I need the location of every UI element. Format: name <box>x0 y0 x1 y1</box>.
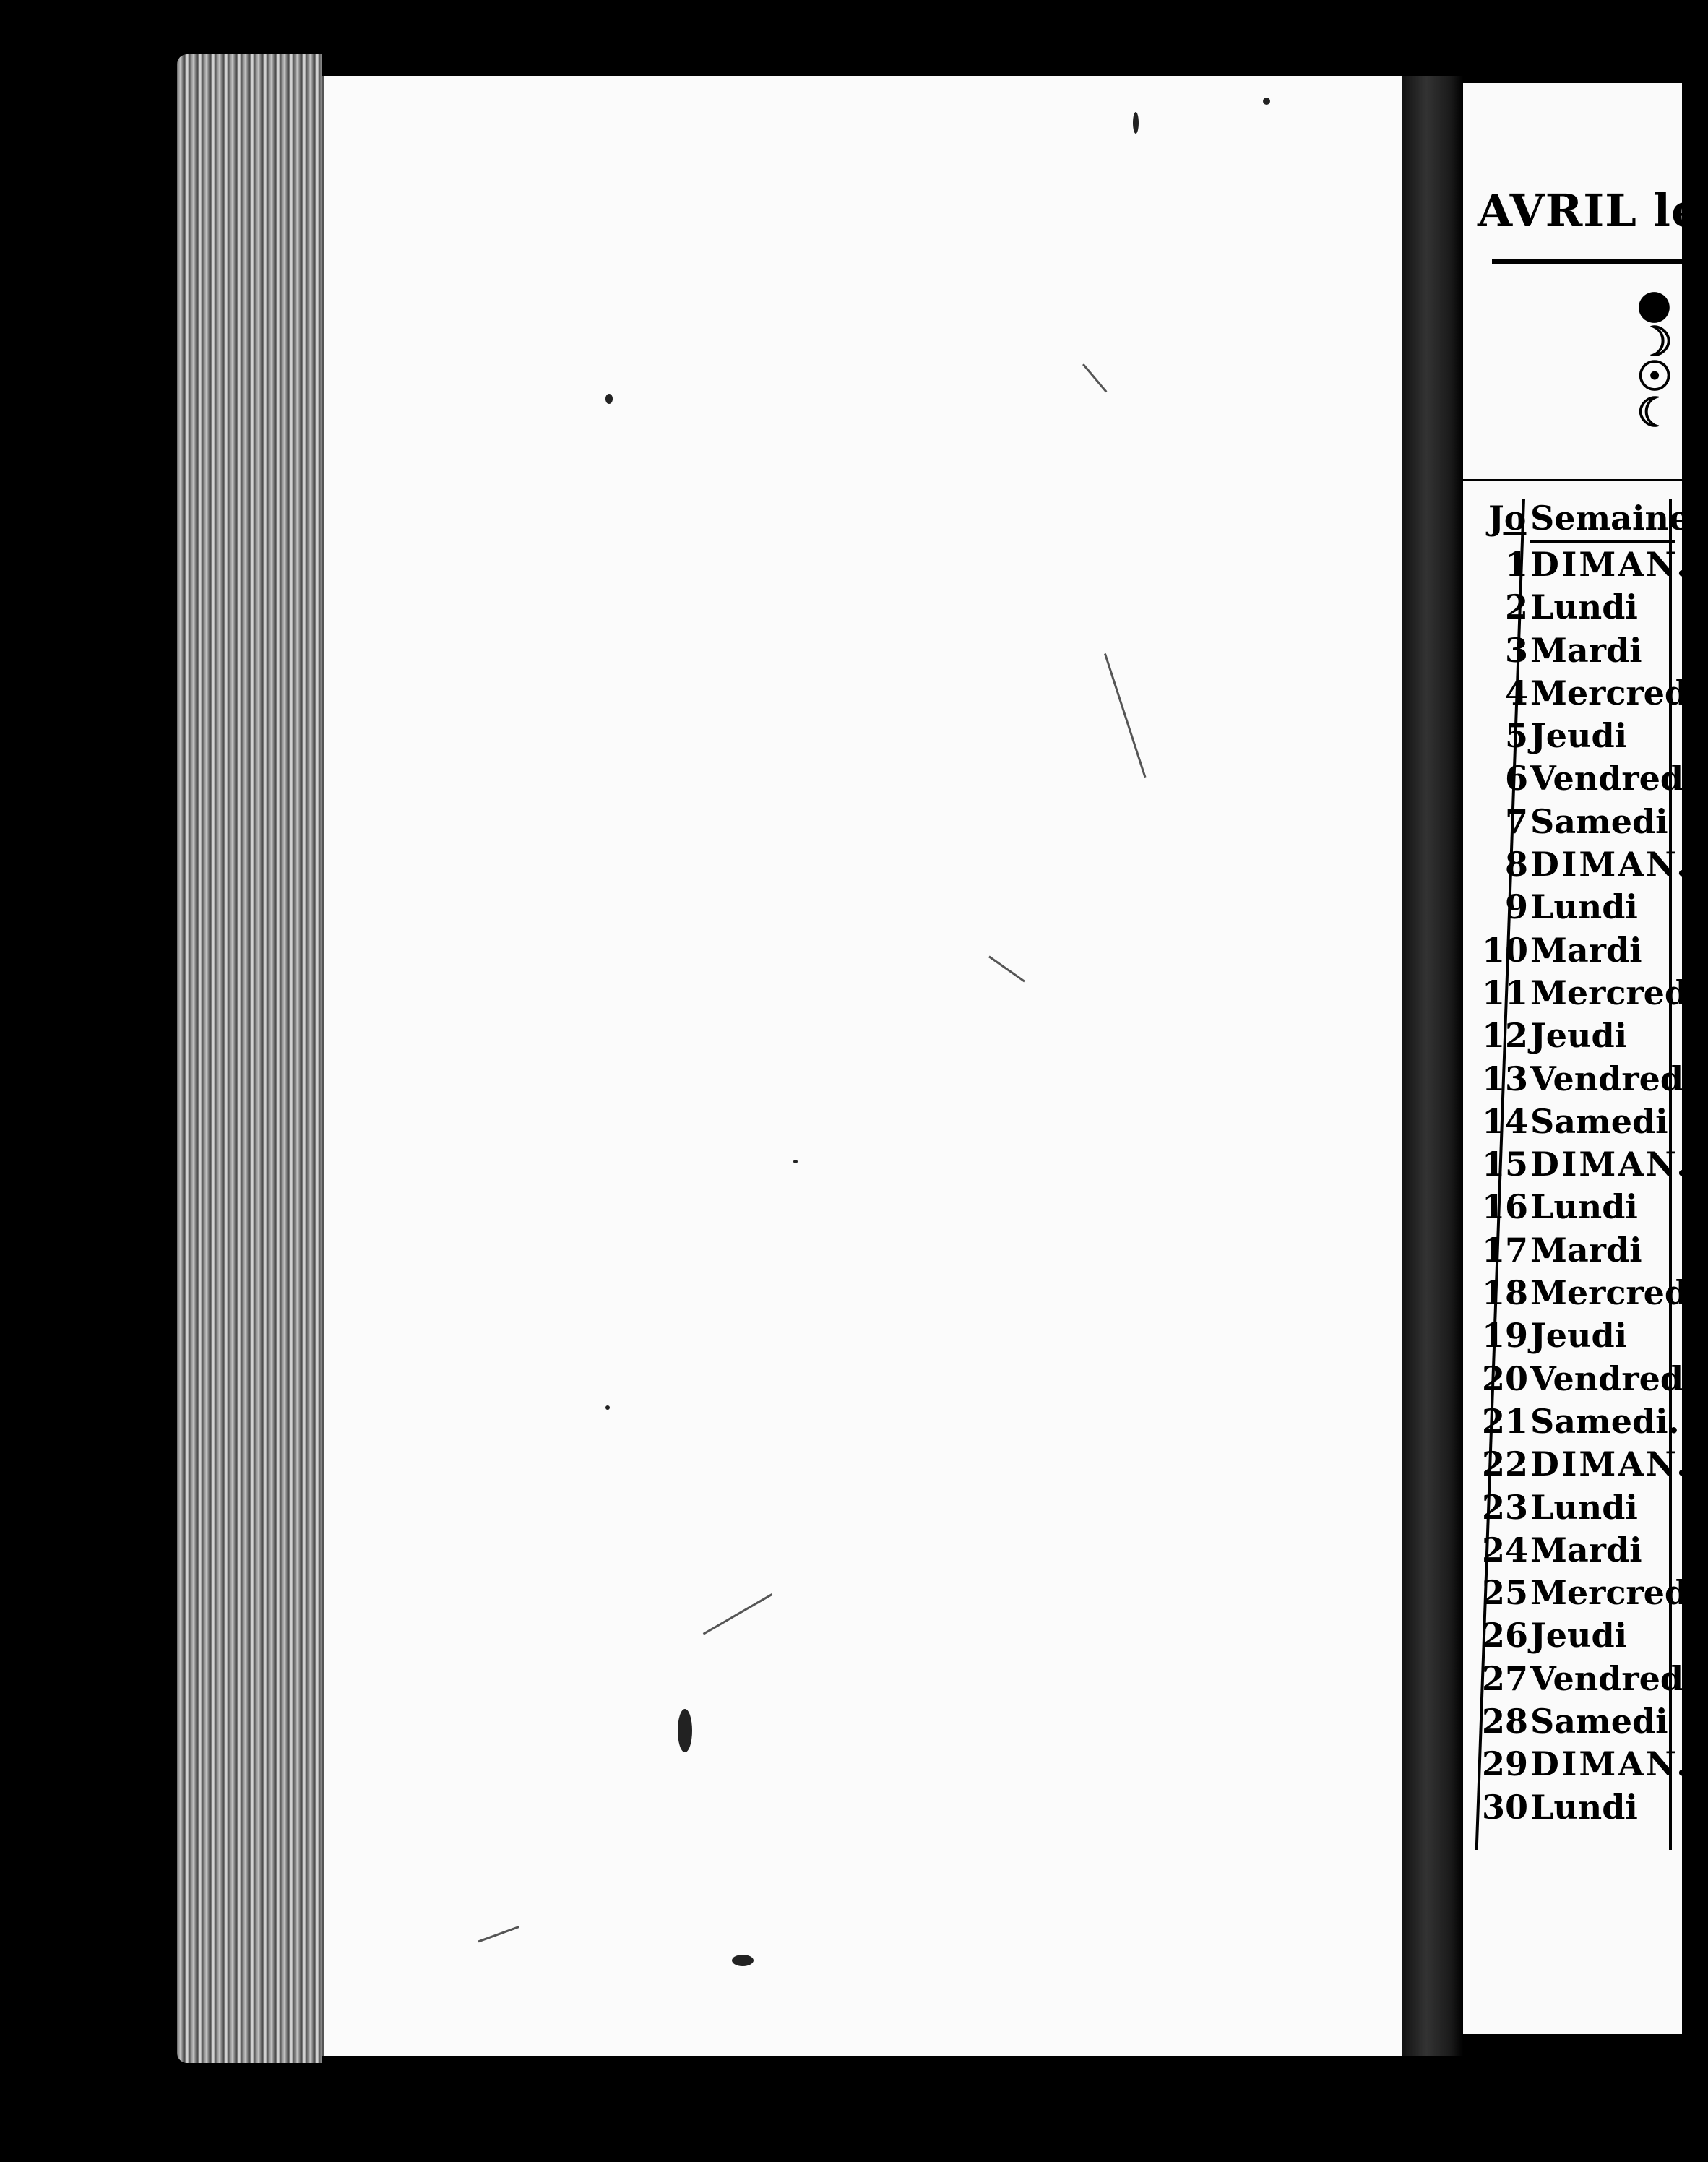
ink-speck <box>1263 98 1270 105</box>
day-number: 29 <box>1481 1744 1528 1784</box>
paper-fibre <box>478 1926 519 1942</box>
day-number: 6 <box>1504 759 1528 798</box>
calendar-row <box>1474 1314 1691 1357</box>
weekday-name: Jeudi <box>1530 1616 1628 1655</box>
calendar-row <box>1474 1143 1691 1186</box>
day-number: 19 <box>1481 1316 1528 1356</box>
full-moon-icon: ☉ <box>1636 353 1673 400</box>
calendar-row <box>1474 1400 1691 1443</box>
day-number: 11 <box>1481 973 1528 1012</box>
weekday-name: Lundi <box>1530 887 1638 927</box>
paper-fibre <box>703 1593 773 1635</box>
day-number: 18 <box>1481 1273 1528 1313</box>
scan-border <box>0 2067 1682 2162</box>
ink-speck <box>732 1955 754 1966</box>
weekday-name: Mardi <box>1530 1530 1642 1569</box>
weekday-name: Vendredi. <box>1530 1059 1708 1098</box>
weekday-name: Lundi <box>1530 1787 1638 1827</box>
weekday-name: Samedi. <box>1530 1401 1680 1441</box>
calendar-row <box>1474 1186 1691 1228</box>
calendar-row <box>1474 629 1691 672</box>
ink-speck <box>678 1709 692 1752</box>
week-column-header: Semaine. <box>1530 499 1702 538</box>
weekday-name: Lundi <box>1530 1187 1638 1227</box>
table-top-rule <box>1463 479 1682 481</box>
calendar-row <box>1474 1058 1708 1101</box>
weekday-name: Vendredi <box>1530 1658 1696 1698</box>
weekday-name: DIMAN. <box>1530 845 1691 884</box>
weekday-name: Samedi <box>1530 801 1668 841</box>
day-number: 5 <box>1504 716 1528 756</box>
weekday-name: DIMAN. <box>1530 545 1691 584</box>
weekday-name: Lundi <box>1530 1487 1638 1527</box>
ink-speck <box>605 1405 610 1410</box>
calendar-row <box>1474 1529 1691 1572</box>
calendar-row <box>1474 1486 1691 1529</box>
day-number: 16 <box>1481 1187 1528 1227</box>
calendar-row <box>1474 1272 1701 1314</box>
calendar-page <box>1463 83 1708 2034</box>
weekday-name: Vendredi. <box>1530 1358 1708 1398</box>
weekday-name: Samedi <box>1530 1702 1668 1741</box>
day-number: 15 <box>1481 1145 1528 1184</box>
paper-fibre <box>988 956 1025 983</box>
calendar-row <box>1474 757 1696 800</box>
calendar-row <box>1474 1658 1696 1700</box>
day-number: 24 <box>1481 1530 1528 1569</box>
day-number: 10 <box>1481 930 1528 970</box>
weekday-name: DIMAN. <box>1530 1145 1691 1184</box>
ink-speck <box>605 394 613 404</box>
day-number: 26 <box>1481 1616 1528 1655</box>
blank-left-page <box>322 76 1404 2056</box>
book-spine-gutter <box>1402 76 1463 2056</box>
calendar-row <box>1474 1015 1691 1057</box>
weekday-name: Mercredi <box>1530 1573 1701 1613</box>
calendar-row <box>1474 1743 1691 1786</box>
day-number: 12 <box>1481 1016 1528 1056</box>
day-number: 20 <box>1481 1358 1528 1398</box>
weekday-name: Jeudi <box>1530 716 1628 756</box>
weekday-name: Jeudi <box>1530 1316 1628 1356</box>
paper-fibre <box>1082 363 1107 392</box>
weekday-name: Vendredi <box>1530 759 1696 798</box>
last-quarter-icon: ☾ <box>1636 389 1673 436</box>
calendar-row <box>1474 1786 1691 1829</box>
table-header <box>1474 499 1702 543</box>
calendar-row <box>1474 972 1701 1015</box>
calendar-row <box>1474 586 1691 629</box>
calendar-row <box>1474 1572 1701 1614</box>
day-number: 21 <box>1481 1401 1528 1441</box>
day-number: 1 <box>1504 545 1528 584</box>
ink-speck <box>1133 112 1139 134</box>
calendar-row <box>1474 929 1691 972</box>
day-number: 3 <box>1504 630 1528 670</box>
day-number: 14 <box>1481 1101 1528 1141</box>
weekday-name: Mardi <box>1530 1230 1642 1270</box>
weekday-name: Mardi <box>1530 930 1642 970</box>
first-quarter-icon: ☽ <box>1636 318 1673 366</box>
month-title: AVRIL le <box>1478 184 1701 237</box>
day-column-header: Jo <box>1488 499 1527 538</box>
weekday-name: Mardi <box>1530 630 1642 670</box>
new-moon-icon: ● <box>1636 280 1672 328</box>
day-number: 23 <box>1481 1487 1528 1527</box>
weekday-name: Jeudi <box>1530 1016 1628 1056</box>
calendar-row <box>1474 843 1691 886</box>
calendar-row <box>1474 1229 1691 1272</box>
calendar-row <box>1474 1101 1691 1143</box>
calendar-row <box>1474 543 1691 586</box>
calendar-row <box>1474 801 1691 843</box>
day-number: 2 <box>1504 587 1528 627</box>
day-number: 30 <box>1481 1787 1528 1827</box>
weekday-name: Mercredi <box>1530 973 1701 1012</box>
day-number: 25 <box>1481 1573 1528 1613</box>
calendar-row <box>1474 1358 1708 1400</box>
day-number: 28 <box>1481 1702 1528 1741</box>
day-number: 22 <box>1481 1444 1528 1484</box>
calendar-row <box>1474 886 1691 929</box>
weekday-name: Mercredi <box>1530 1273 1701 1313</box>
weekday-name: DIMAN. <box>1530 1744 1691 1784</box>
calendar-row <box>1474 1443 1691 1486</box>
day-number: 7 <box>1504 801 1528 841</box>
calendar-row <box>1474 672 1701 715</box>
ink-speck <box>793 1160 798 1163</box>
weekday-name: Samedi <box>1530 1101 1668 1141</box>
day-number: 9 <box>1504 887 1528 927</box>
paper-fibre <box>1104 653 1146 778</box>
calendar-row <box>1474 715 1691 757</box>
page-edges <box>177 54 322 2063</box>
day-rows <box>1474 543 1708 1829</box>
day-number: 17 <box>1481 1230 1528 1270</box>
calendar-row <box>1474 1614 1691 1657</box>
calendar-row <box>1474 1700 1691 1743</box>
weekday-name: Lundi <box>1530 587 1638 627</box>
weekday-name: DIMAN. <box>1530 1444 1691 1484</box>
day-number: 27 <box>1481 1658 1528 1698</box>
day-number: 8 <box>1504 845 1528 884</box>
title-rule <box>1492 259 1701 264</box>
day-number: 13 <box>1481 1059 1528 1098</box>
weekday-name: Mercredi <box>1530 673 1701 712</box>
day-number: 4 <box>1504 673 1528 712</box>
calendar-table <box>1474 499 1708 1829</box>
